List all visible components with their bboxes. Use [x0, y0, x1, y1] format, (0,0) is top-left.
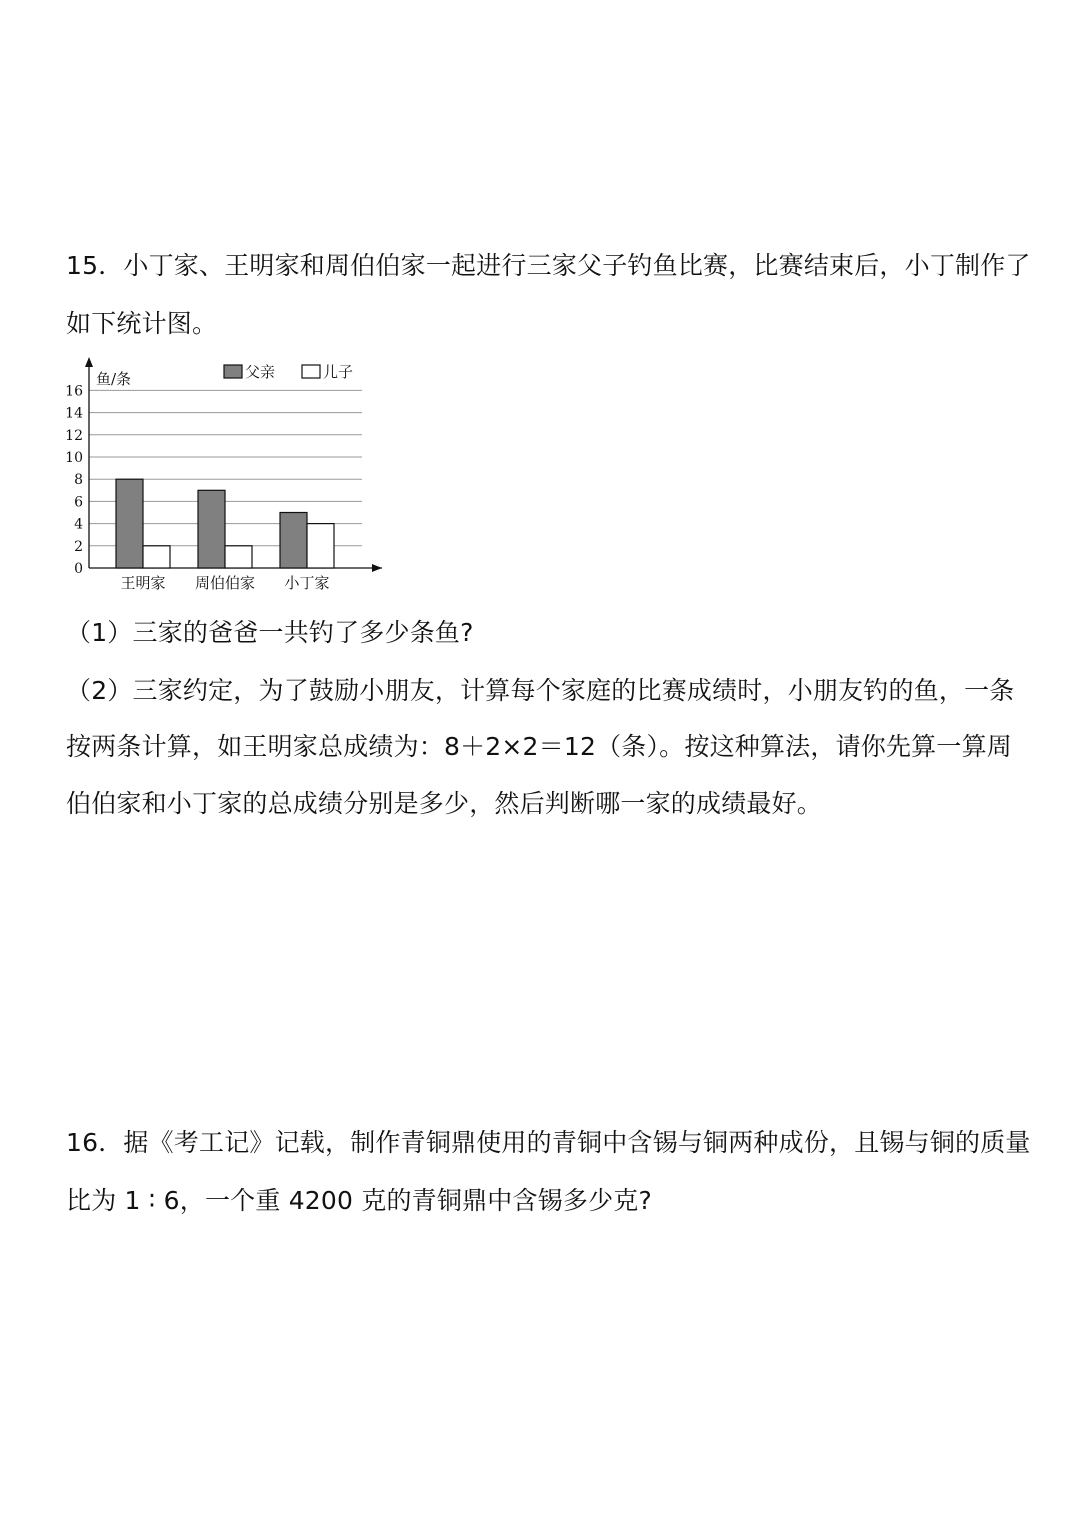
- y-tick-label: 4: [74, 516, 83, 533]
- legend-label: 儿子: [323, 363, 354, 381]
- legend-label: 父亲: [245, 363, 276, 381]
- q15-line-1: 15．小丁家、王明家和周伯伯家一起进行三家父子钓鱼比赛，比赛结束后，小丁制作了: [66, 251, 1031, 280]
- y-tick-label: 0: [74, 561, 83, 577]
- x-category-label: 周伯伯家: [194, 574, 256, 592]
- q15-sub-question-2-line-2: 按两条计算，如王明家总成绩为：8＋2×2＝12（条）。按这种算法，请你先算一算周: [66, 732, 1012, 761]
- q15-sub-question-2-line-1: （2）三家约定，为了鼓励小朋友，计算每个家庭的比赛成绩时，小朋友钓的鱼，一条: [66, 676, 1015, 705]
- y-tick-label: 6: [74, 494, 83, 511]
- legend-swatch: [224, 365, 242, 378]
- bar: [198, 490, 225, 568]
- bar: [225, 546, 252, 568]
- bar: [280, 513, 307, 569]
- bar: [307, 524, 334, 568]
- q16-line-2: 比为 1 ∶ 6，一个重 4200 克的青铜鼎中含锡多少克?: [66, 1186, 652, 1215]
- bar: [143, 546, 170, 568]
- q15-sub-question-2-line-3: 伯伯家和小丁家的总成绩分别是多少，然后判断哪一家的成绩最好。: [66, 789, 823, 818]
- y-tick-label: 8: [74, 472, 83, 489]
- y-tick-label: 2: [74, 538, 83, 555]
- y-axis-label: 鱼/条: [96, 370, 132, 388]
- q16-line-1: 16．据《考工记》记载，制作青铜鼎使用的青铜中含锡与铜两种成份，且锡与铜的质量: [66, 1128, 1031, 1157]
- fishing-bar-chart: [60, 352, 390, 597]
- y-tick-label: 10: [65, 450, 83, 466]
- x-axis-arrow: [372, 564, 382, 572]
- x-category-label: 王明家: [120, 574, 166, 592]
- x-category-label: 小丁家: [284, 574, 330, 592]
- bar: [116, 479, 143, 568]
- y-tick-label: 12: [65, 427, 83, 444]
- legend-swatch: [302, 365, 320, 378]
- y-tick-label: 14: [65, 405, 83, 422]
- y-axis-arrow: [85, 357, 93, 367]
- q15-sub-question-1: （1）三家的爸爸一共钓了多少条鱼?: [66, 618, 474, 647]
- q15-line-2: 如下统计图。: [66, 309, 218, 338]
- y-tick-label: 16: [65, 383, 83, 400]
